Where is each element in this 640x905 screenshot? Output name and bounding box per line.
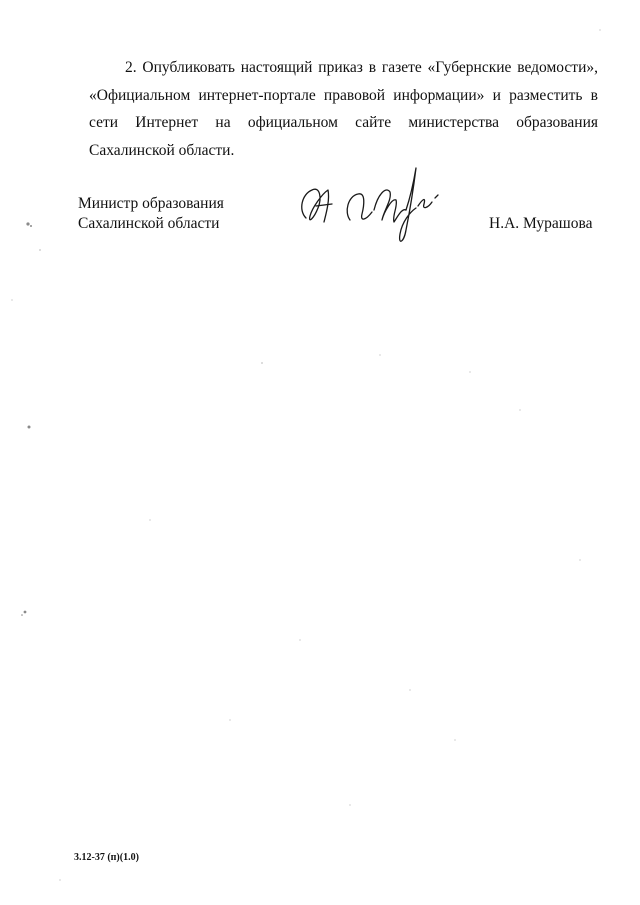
signer-position xyxy=(78,194,224,233)
publication-clause: 2. Опубликовать настоящий приказ в газете «Губернские ведомости», «Официальном интернет-портале правовой информации» и разместить в сети Интернет на официальном сайте министерства образования Сахалинской области. xyxy=(89,59,598,159)
signer-position-line-1: Министр образования xyxy=(78,195,224,212)
signer-name: Н.А. Мурашова xyxy=(489,215,593,232)
handwritten-signature xyxy=(292,150,442,255)
document-code: 3.12-37 (п)(1.0) xyxy=(74,852,139,863)
signer-position-line-2: Сахалинской области xyxy=(78,214,220,232)
